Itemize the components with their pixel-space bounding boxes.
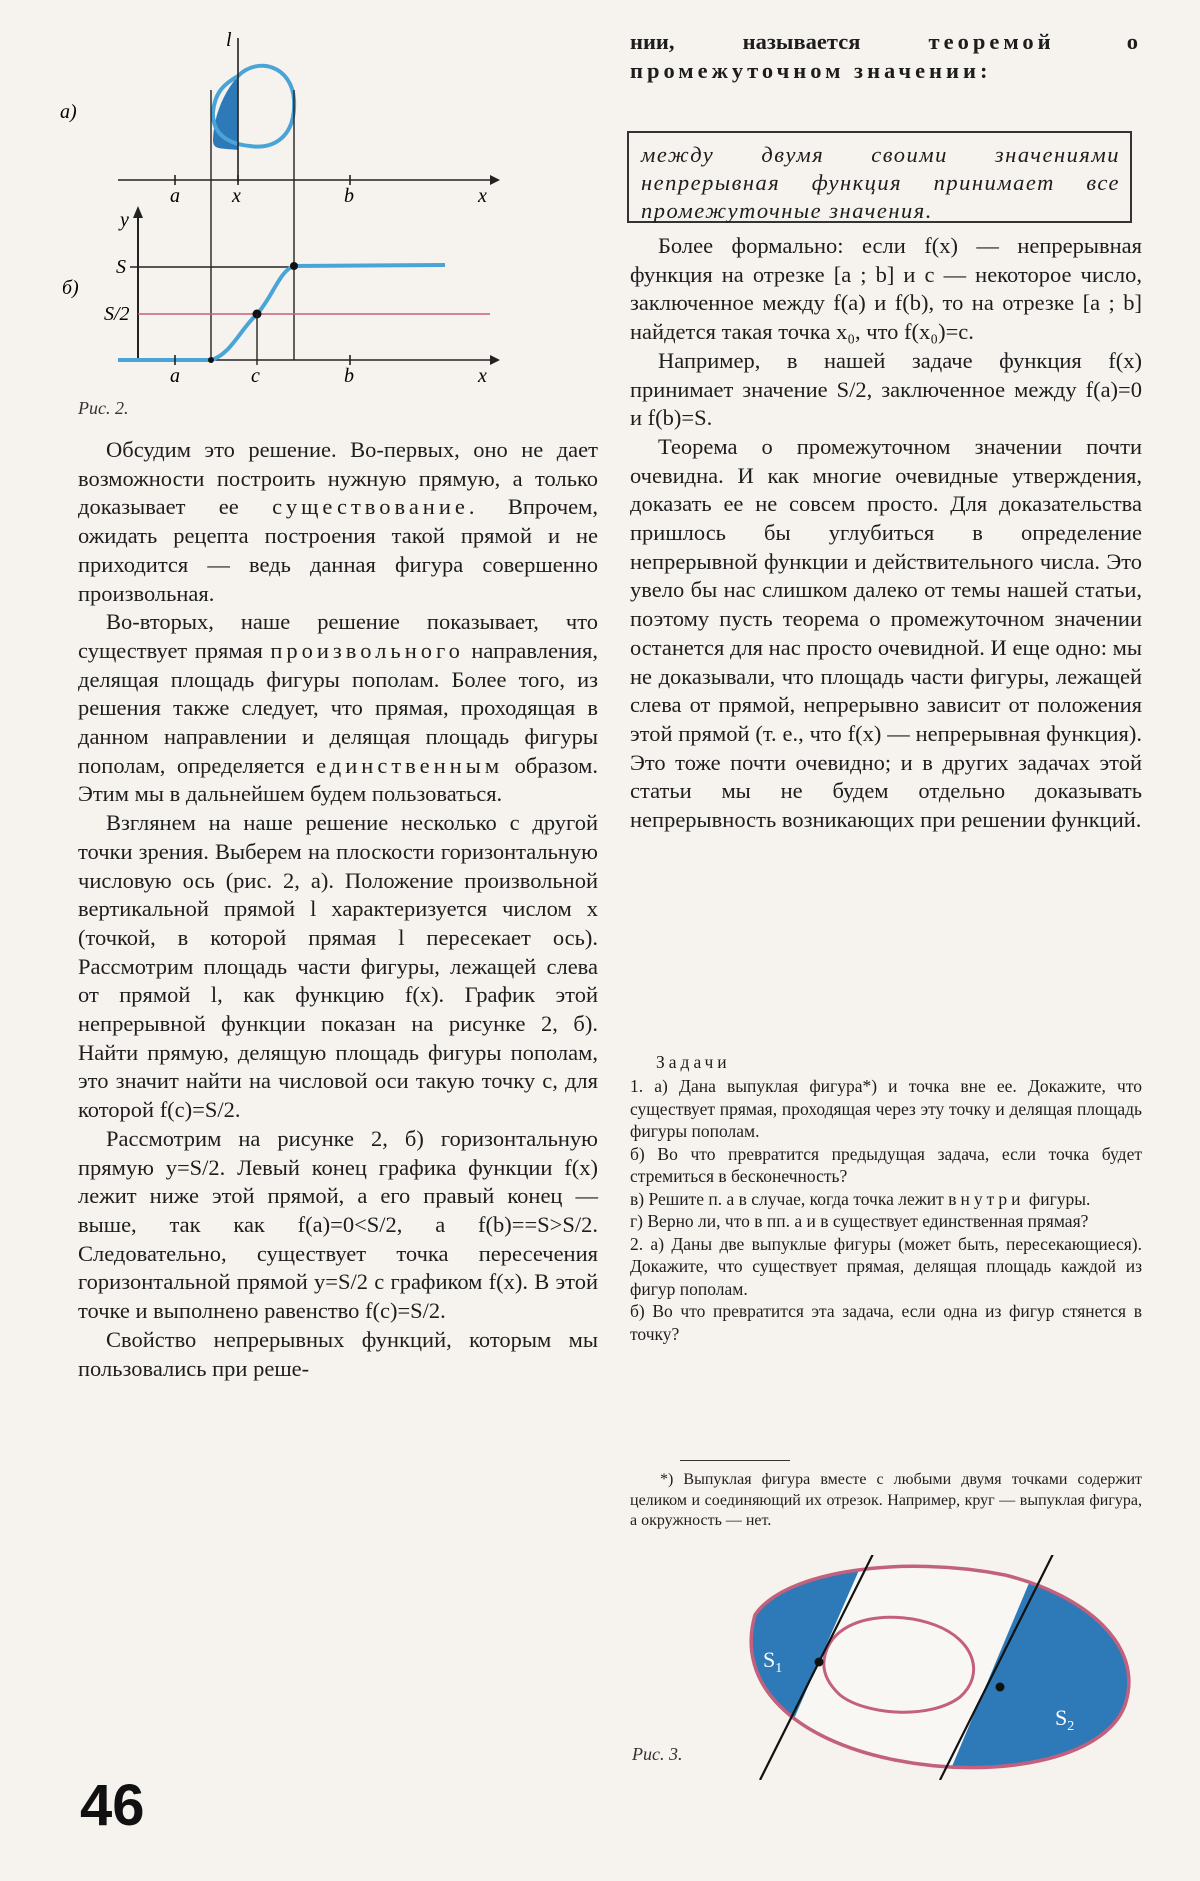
task-2b: б) Во что превратится эта задача, если одна из фигур стянется в точку? [630,1301,1142,1344]
tick-b-label-b: b [344,365,354,387]
center-point-1 [815,1658,824,1667]
footnote-text: *) Выпуклая фигура вместе с любыми двумя точками содержит целиком и соединяющий их отрезок. Например, круг — выпуклая фигура, а окружность — нет. [630,1471,1142,1529]
right-paragraph-3: Теорема о промежуточном значении почти очевидна. И как многие очевидные утверждения, доказать ее не совсем просто. Для доказательства пришлось бы углубиться в определение непрерывной функции и действительного числа. Это увело бы нас слишком далеко от темы нашей статьи, поэтому пусть теорема о промежуточном значении останется для нас просто очевидной. И еще одно: мы не доказывали, что площадь части фигуры, лежащей слева от прямой, непрерывно зависит от положения этой прямой (т. е., что f(x) — непрерывная функция). Это тоже почти очевидно; и в других задачах этой статьи мы не будем отдельно доказывать непрерывность возникающих при решении функций. [630,433,1142,833]
right-paragraph-2: Например, в нашей задаче функция f(x) принимает значение S/2, заключенное между f(a)=0 и f(b)=S. [630,347,1142,431]
tick-b-label: b [344,185,354,207]
y-axis-arrow [133,206,143,218]
right-paragraph-1: Более формально: если f(x) — непрерывная функция на отрезке [a ; b] и c — некоторое число, заключенное между f(a) и f(b), то на отрезке [a ; b] найдется такая точка x₀, что f(x₀)=c. [630,233,1142,345]
task-1c: в) Решите п. а в случае, когда точка лежит внутри фигуры. [630,1188,1091,1209]
point-a-start [208,357,214,363]
left-paragraph-4: Рассмотрим на рисунке 2, б) горизонтальную прямую y=S/2. Левый конец графика функции f(x) лежит ниже этой прямой, а его правый конец — выше, так как f(a)=0<S/2, а f(b)==S>S/2. Следовательно, существует точка пересечения горизонтальной прямой y=S/2 с графиком f(x). В этой точке и выполнено равенство f(c)=S/2. [78,1125,598,1324]
axis-l-label: l [226,30,232,51]
figure-2-caption: Рис. 2. [78,398,129,418]
tick-c-label: c [251,365,260,387]
level-S2-label: S/2 [104,303,130,325]
right-column-body [630,232,1142,835]
level-S-label: S [116,256,126,278]
theorem-box: между двумя своими значениями непрерывная функция принимает все промежуточные значения. [627,131,1132,223]
tasks-section [630,1052,1142,1345]
figure-2 [60,30,600,410]
figure-2a-label: а) [60,101,77,123]
tick-a-label-b: a [170,365,180,387]
point-b-top [290,262,298,270]
label-s1: $S_1$ [763,1647,783,1676]
page-number: 46 [80,1773,145,1838]
left-paragraph-1: Обсудим это решение. Во-первых, оно не дает возможности построить нужную прямую, а только доказывает ее существование. Впрочем, ожидать рецепта построения такой прямой и не приходится — ведь данная фигура совершенно произвольная. [78,437,599,606]
function-graph [118,265,445,360]
axis-x-label-a: x [478,185,487,207]
figure-2b-label: б) [62,277,79,299]
task-2a: 2. а) Даны две выпуклые фигуры (может быть, пересекающиеся). Докажите, что существует прямая, делящая площадь каждой из фигур пополам. [630,1233,1142,1299]
right-column-intro [630,28,1142,85]
task-1a: 1. а) Дана выпуклая фигура*) и точка вне ее. Докажите, что существует прямая, проходящая через эту точку и делящая площадь фигуры пополам. [630,1076,1142,1141]
left-paragraph-3: Взглянем на наше решение несколько с другой точки зрения. Выберем на плоскости горизонтальную числовую ось (рис. 2, а). Положение произвольной вертикальной прямой l характеризуется числом x (точкой, в которой прямая l пересекает ось). Рассмотрим площадь части фигуры, лежащей слева от прямой l, как функцию f(x). График этой непрерывной функции показан на рисунке 2, б). Найти прямую, делящую площадь фигуры пополам, это значит найти на числовой оси такую точку c, для которой f(c)=S/2. [78,810,598,1123]
left-column [78,436,598,1383]
footnote [630,1470,1142,1532]
center-point-2 [996,1683,1005,1692]
tick-x-label: x [232,185,241,207]
left-paragraph-2: Во-вторых, наше решение показывает, что существует прямая произвольного направления, делящая площадь фигуры пополам. Более того, из решения также следует, что прямая, проходящая в данном направлении и делящая площадь фигуры пополам, определяется единственным образом. Этим мы в дальнейшем будем пользоваться. [78,609,599,807]
label-s2: $S_2$ [1055,1705,1075,1734]
tick-a-label: a [170,185,180,207]
task-1d: г) Верно ли, что в пп. а и в существует единственная прямая? [630,1211,1089,1231]
tasks-title: Задачи [656,1052,731,1072]
axis-y-label: y [120,209,129,231]
task-1b: б) Во что превратится предыдущая задача, если точка будет стремиться в бесконечность? [630,1143,1142,1186]
x-axis-a-arrow [490,175,500,185]
x-axis-b-arrow [490,355,500,365]
left-paragraph-5: Свойство непрерывных функций, которым мы пользовались при реше- [78,1326,598,1381]
intro-paragraph: нии, называется теоремой о промежуточном значении: [630,29,1142,83]
figure-3-caption: Рис. 3. [632,1744,683,1764]
figure-3 [725,1555,1145,1780]
footnote-rule [680,1460,790,1461]
axis-x-label-b: x [478,365,487,387]
